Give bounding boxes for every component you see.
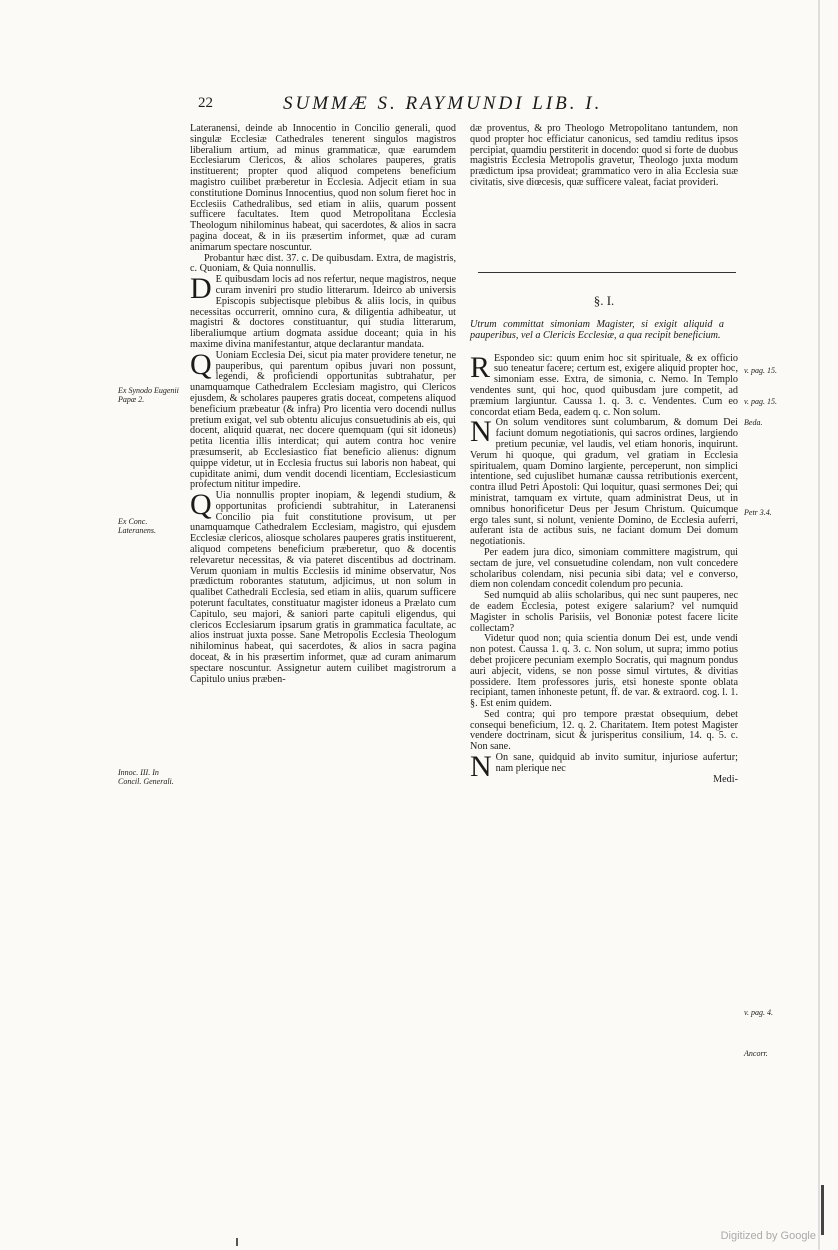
page-edge-mark — [821, 1185, 824, 1235]
quote-non-sane: N On sane, quidquid ab invito sumitur, injuriose aufertur; nam plerique nec — [470, 750, 738, 784]
margin-note: v. pag. 4. — [744, 1008, 773, 1017]
margin-note: Innoc. III. In Concil. Generali. — [118, 768, 174, 786]
margin-note: Ex Conc. Lateranens. — [118, 517, 156, 535]
right-column-lower — [470, 320, 738, 785]
quote-beda: N On solum venditores sunt columbarum, & domum Dei faciunt domum negotiationis, qui sacros ordines, largiendo pretium pecuniæ, vel laudis, vel etiam honoris, inquirunt. Verum hi quoque, qui gradum, vel gratiam in Ecclesia spiritualem, quam Domino largiente, perceperunt, non simplici intentione, sed cujuslibet humanæ caussa retributionis exercent, contra illud Petri Apostoli: Qui loquitur, quasi sermones Dei; qui ministrat, tamquam ex virtute, quam administrat Deus, ut in omnibus honorificetur Deus per Jesum Christum. Quicumque ergo tales sunt, si nolunt, veniente Domino, de Ecclesia auferri, auferant ista de actibus suis, ne faciant domum Dei domum negotiationis. — [470, 415, 738, 548]
quote-synod: D E quibusdam locis ad nos refertur, neque magistros, neque curam inveniri pro studio litterarum. Ideirco ab universis Episcopis subjectisque plebibus & aliis locis, in quibus necessitas occurrerit, omnino cura, & diligentia adhibeatur, ut magistri & doctores constituantur, qui studia litterarum, liberaliumque artium dogmata assidue doceant; quia in his maxime divina manifestantur, atque declarantur mandata. — [190, 272, 456, 350]
margin-note: Ex Synodo Eugenii Papæ 2. — [118, 386, 179, 404]
drop-cap: Q — [190, 347, 212, 381]
margin-note: Beda. — [744, 418, 763, 427]
running-title: SUMMÆ S. RAYMUNDI LIB. I. — [283, 93, 603, 114]
drop-cap: R — [470, 350, 491, 384]
paragraph: Sed numquid ab aliis scholaribus, qui nec sunt pauperes, nec de eadem Ecclesia, potest exigere salarium? vel numquid Magister in scholis Parisiis, vel Bononiæ potest facere licite collectam? — [470, 590, 738, 634]
section-rule — [478, 272, 736, 273]
section-heading: §. I. — [593, 293, 615, 308]
paragraph: Per eadem jura dico, simoniam committere magistrum, qui sectam de jure, vel consuetudine colendam, non vult concedere scholaribus colendam, nisi pecunia sibi data; vel e converso, diem non colendam concedit colendum pro pecunia. — [470, 546, 738, 591]
drop-cap: N — [470, 415, 492, 449]
paragraph: dæ proventus, & pro Theologo Metropolitano tantundem, non quod propter hoc efficiatur canonicus, sed tamdiu reditus ipsos percipiat, quamdiu perstiterit in docendo: quod si forte de duobus magistris Ecclesia Metropolis gravetur, Theologo juxta modum prædictum ipsa provideat; grammatico vero in alia Ecclesia suæ civitatis, sive diœcesis, quæ sufficere valeat, faciat provideri. — [470, 123, 738, 188]
right-column — [470, 124, 738, 189]
citation-paragraph: Probantur hæc dist. 37. c. De quibusdam. Extra, de magistris, c. Quoniam, & Quia nonnullis. — [190, 252, 456, 275]
drop-cap: N — [470, 750, 492, 784]
left-column — [190, 124, 456, 685]
catchword: Medi- — [713, 773, 738, 785]
margin-note: Ancorr. — [744, 1049, 768, 1058]
foot-mark — [236, 1238, 238, 1246]
answer-paragraph: R Espondeo sic: quum enim hoc sit spirituale, & ex officio suo teneatur facere; certum est, exigere aliquid propter hoc, simoniam esse. Extra, de simonia, c. Nemo. In Templo vendentes sunt, qui hoc, quod quibusdam jure competit, ad præmium largiuntur. Caussa 1. q. 3. c. Vendentes. Cum eo concordat etiam Beda, eadem q. c. Non solum. — [470, 350, 738, 418]
paragraph: Sed contra; qui pro tempore præstat obsequium, debet consequi beneficium, 12. q. 2. Charitatem. Item potest Magister vendere doctrinam, sicut & jurisperitus consilium, 14. q. 5. c. Non sane. — [470, 708, 738, 753]
margin-note: Petr 3.4. — [744, 508, 772, 517]
watermark: Digitized by Google — [720, 1230, 816, 1242]
margin-note: v. pag. 15. — [744, 397, 777, 406]
drop-cap: D — [190, 272, 212, 306]
paragraph: Lateranensi, deinde ab Innocentio in Concilio generali, quod singulæ Ecclesiæ Cathedrales tenerent singulos magistros liberalium artium, ad minus grammaticæ, quæ earumdem Ecclesiarum Clericos, & alios scholares pauperes, gratis instituerent; propter quod aliquod competens beneficium magistro cuilibet præberetur in Ecclesia. Adjecit etiam in sua constitutione Dominus Innocentius, quod non solum fieret hoc in Ecclesiis Cathedralibus, sed etiam in aliis, quarum possent sufficere facultates. Item quod Metropolitana Ecclesia Theologum nihilominus habeat, qui sacerdotes, & alios in sacra pagina doceat, & in iis præsertim informet, quæ ad curam animarum spectare noscuntur. — [190, 123, 456, 253]
margin-note: v. pag. 15. — [744, 366, 777, 375]
page-header — [198, 93, 658, 117]
page-number: 22 — [198, 95, 213, 111]
page-edge — [818, 0, 820, 1250]
paragraph: Videtur quod non; quia scientia donum Dei est, unde vendi non potest. Caussa 1. q. 3. c. Non solum, ut supra; immo potius debet projicere pecuniam exemplo Socratis, qui magnum pondus auri abjecit, videns, se non posse simul virtutes, & divitias possidere. Item professores juris, etsi honeste sponte oblata recipiant, tamen inhoneste petunt, ff. de var. & extraord. cog. l. 1. §. Est enim quidem. — [470, 633, 738, 710]
quote-lateran: Q Uoniam Ecclesia Dei, sicut pia mater providere tenetur, ne pauperibus, qui parentum opibus juvari non possunt, legendi, & proficiendi opportunitas subtrahatur, per unamquamque Cathedralem Ecclesiam magistro, qui Clericos ejusdem, & scholares pauperes gratis doceat, competens aliquod beneficium præbeatur (& infra) Pro licentia vero docendi nullus pretium exigat, vel sub obtentu alicujus consuetudinis ab eis, qui docent, aliquid quærat, nec docere quemquam (qui sit idoneus) petita licentia illis interdicat; qui autem contra hoc venire præsumserit, ab Ecclesiastico fiat beneficio alienus: dignum quippe videtur, ut in Ecclesia fructus sui laboris non habeat, qui cupiditate animi, dum vendit docendi licentiam, Ecclesiasticum profectum nititur impedire. — [190, 347, 456, 491]
question-title: Utrum committat simoniam Magister, si exigit aliquid a pauperibus, vel a Clericis Ecclesiæ, a qua recipit beneficium. — [470, 319, 724, 341]
quote-innocent: Q Uia nonnullis propter inopiam, & legendi studium, & opportunitas proficiendi subtrahitur, in Lateranensi Concilio pia fuit constitutione provisum, ut per unamquamque Cathedralem Ecclesiam, magistro, qui ejusdem Ecclesiæ clericos, aliosque scholares pauperes gratis instituerent, aliquod competens beneficium præberetur, quo & docentis relevaretur necessitas, & via pateret discentibus ad doctrinam. Verum quoniam in multis Ecclesiis id minime observatur, Nos prædictum roborantes statutum, adjicimus, ut non solum in qualibet Cathedrali Ecclesia, sed etiam in aliis, quarum sufficere poterunt facultates, constituatur magister idoneus a Prælato cum Capitulo, seu majori, & saniori parte capituli eligendus, qui clericos Ecclesiarum ipsarum gratis in grammatica facultate, ac alios instruat juxta posse. Sane Metropolis Ecclesia Theologum nihilominus habeat, qui sacerdotes, & alios in sacra pagina doceat, & in his præsertim informet, quæ ad curam animarum spectare noscuntur. Assignetur autem cuilibet magistrorum a Capitulo unius præben- — [190, 488, 456, 685]
drop-cap: Q — [190, 488, 212, 522]
